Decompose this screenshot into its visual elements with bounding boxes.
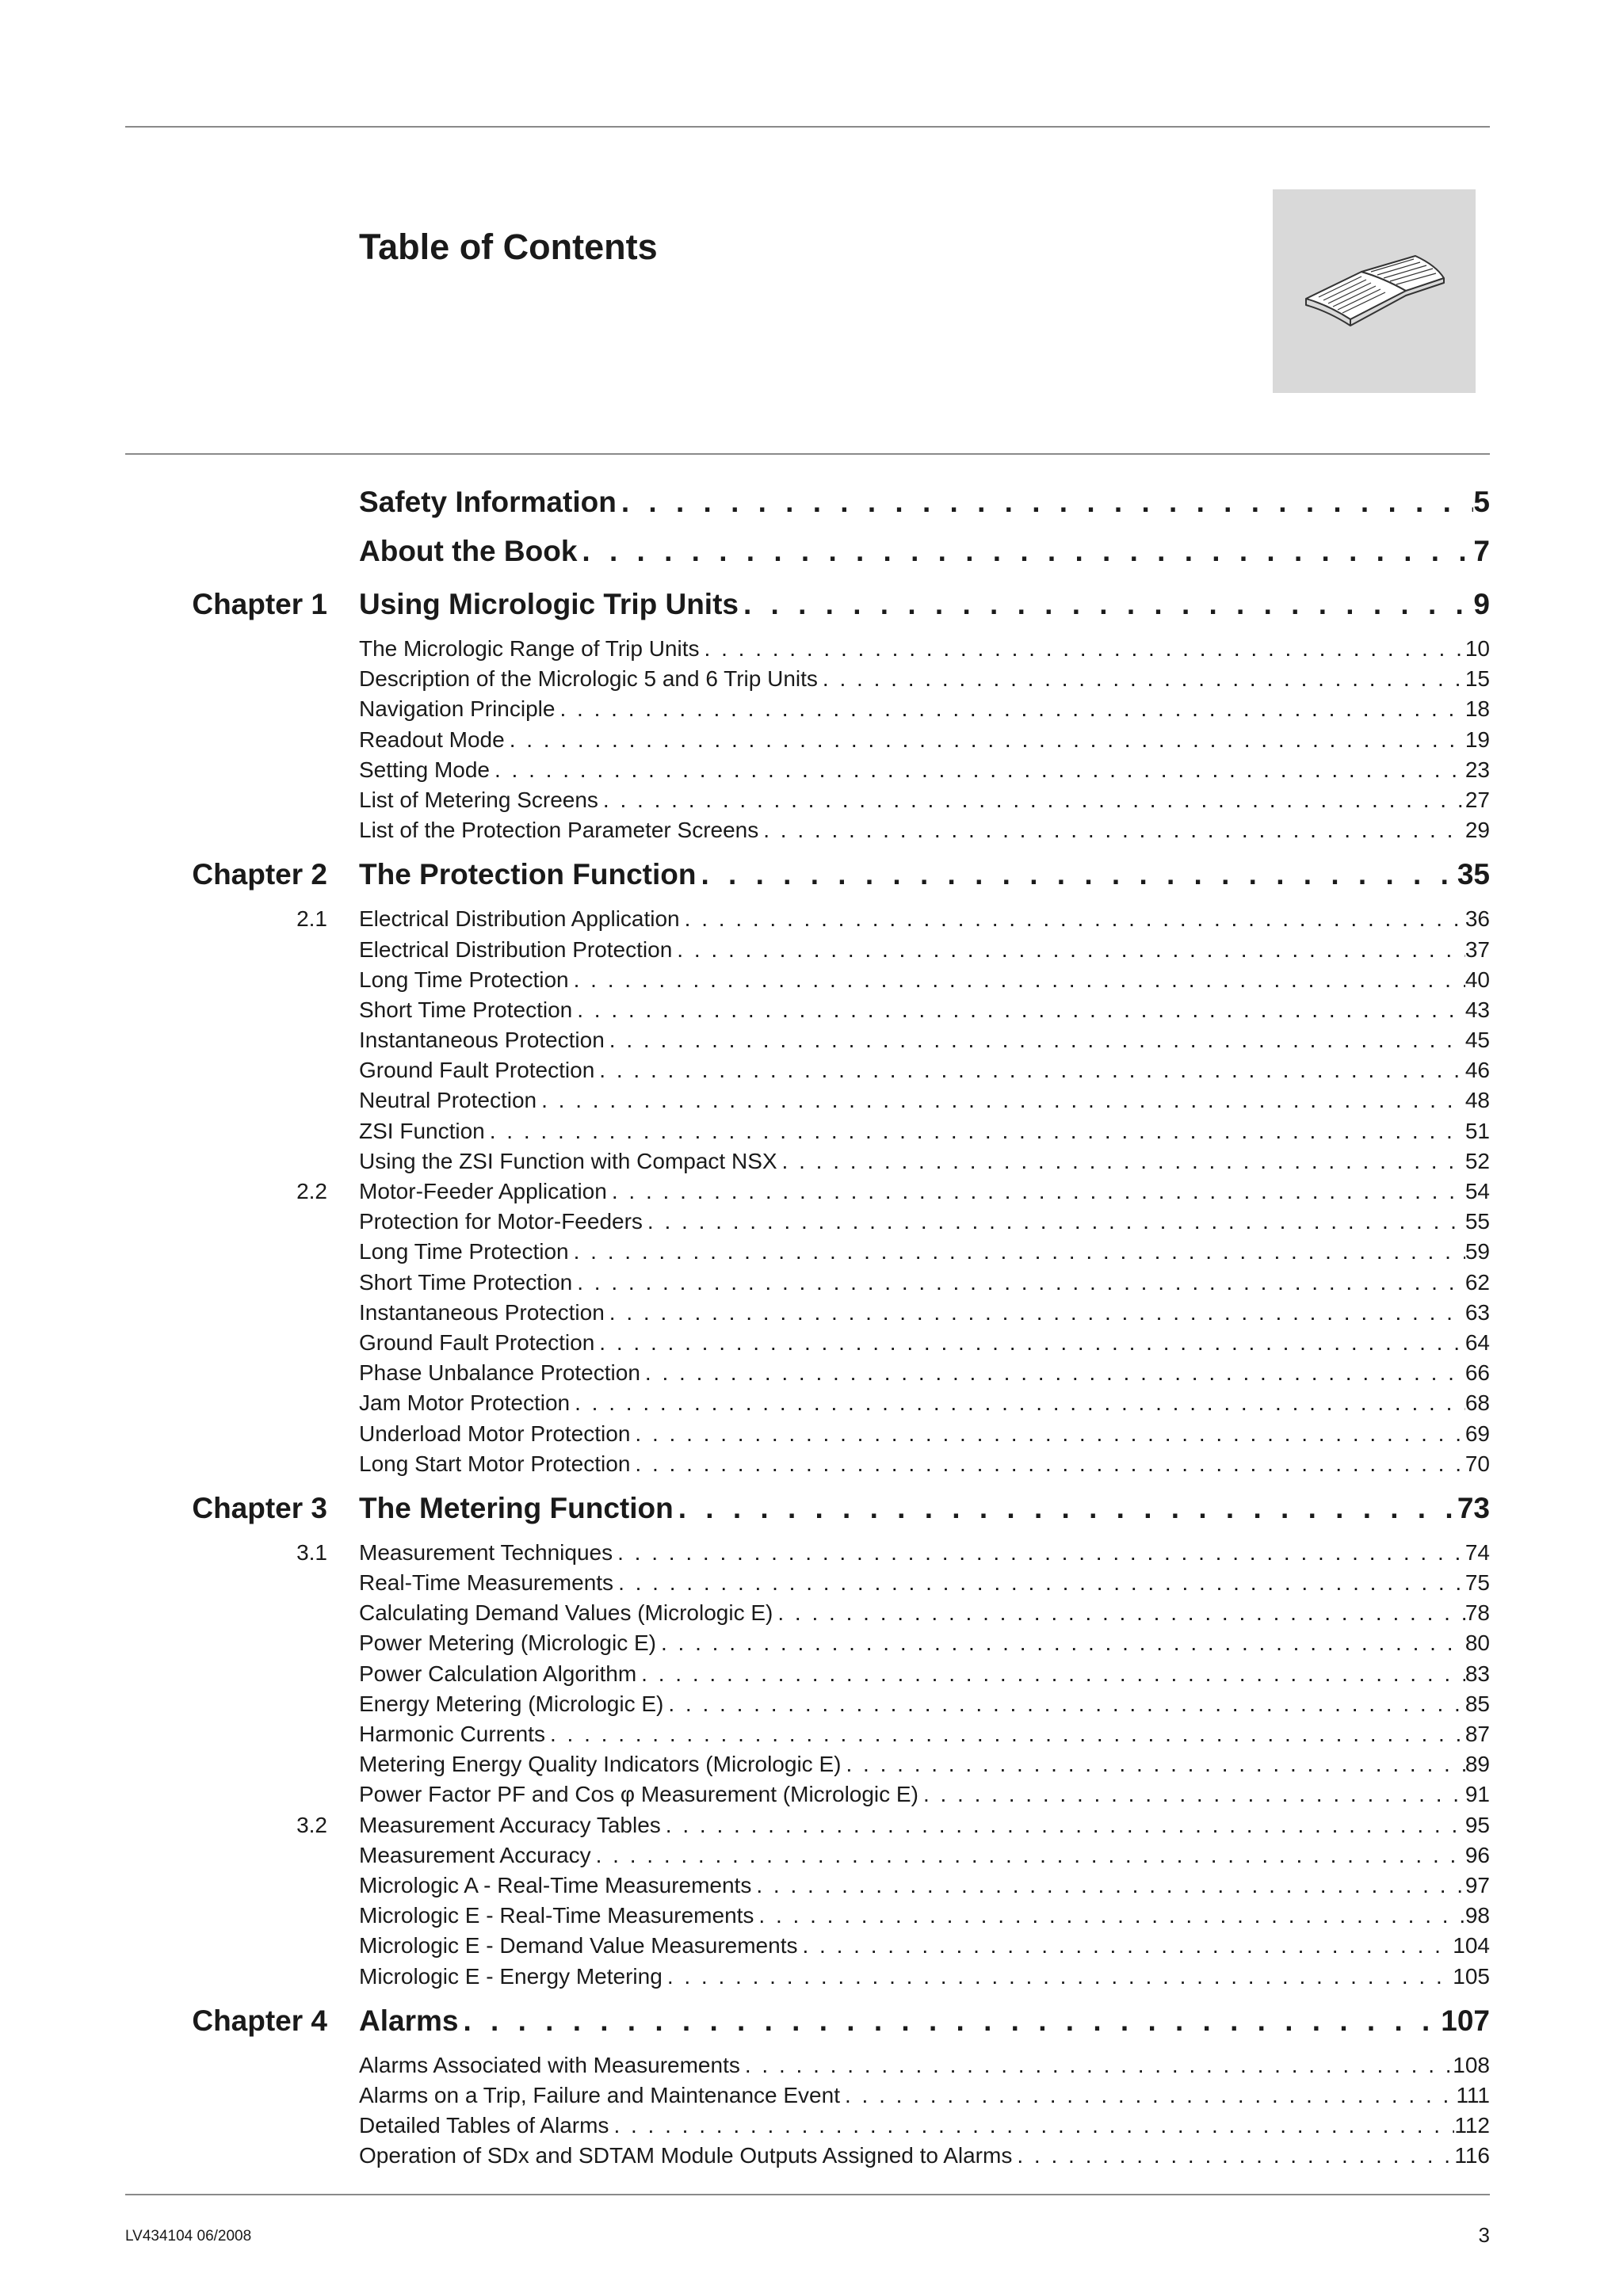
toc-entry-row[interactable]	[0, 1570, 1623, 1600]
toc-entry-link[interactable]	[359, 937, 1490, 963]
toc-entry-row[interactable]	[0, 2053, 1623, 2083]
toc-entry-row[interactable]	[0, 1451, 1623, 1482]
section-number: 2.1	[296, 906, 327, 932]
entry-title: Measurement Techniques	[359, 1539, 613, 1565]
toc-entry-link[interactable]	[359, 1722, 1490, 1747]
dot-leader	[696, 858, 1457, 891]
toc-entry-link[interactable]	[359, 1843, 1490, 1868]
toc-entry-row[interactable]	[0, 818, 1623, 848]
entry-title: Energy Metering (Micrologic E)	[359, 1691, 664, 1716]
entry-title: Using the ZSI Function with Compact NSX	[359, 1148, 777, 1173]
page-ref: 78	[1465, 1600, 1490, 1626]
toc-entry-link[interactable]	[359, 1149, 1490, 1174]
chapter-label: Chapter 2	[192, 858, 327, 891]
open-book-icon	[1273, 189, 1476, 393]
entry-title: Motor-Feeder Application	[359, 1179, 607, 1203]
chapter-title: The Metering Function	[359, 1491, 674, 1524]
entry-title: ZSI Function	[359, 1118, 485, 1143]
page-ref: 15	[1465, 666, 1490, 692]
dot-leader	[570, 1390, 1465, 1416]
page-ref: 27	[1465, 787, 1490, 812]
page-ref: 97	[1465, 1872, 1490, 1897]
dot-leader	[643, 1209, 1465, 1234]
dot-leader	[458, 2004, 1441, 2038]
page-ref: 64	[1465, 1329, 1490, 1355]
toc-entry-row[interactable]	[0, 967, 1623, 997]
chapter-title: The Protection Function	[359, 858, 697, 891]
entry-title: Power Calculation Algorithm	[359, 1661, 637, 1686]
dot-leader	[740, 2053, 1453, 2078]
toc-entry-link[interactable]	[359, 2143, 1490, 2168]
entry-title: Navigation Principle	[359, 696, 556, 722]
toc-entry-link[interactable]	[359, 1360, 1490, 1386]
dot-leader	[818, 666, 1465, 692]
toc-entry-link[interactable]	[359, 1330, 1490, 1356]
page-ref: 19	[1465, 727, 1490, 752]
chapter-title: Alarms	[359, 2004, 459, 2037]
toc-entry-row[interactable]	[0, 1933, 1623, 1963]
dot-leader	[555, 696, 1465, 722]
toc-entry-link[interactable]	[359, 1421, 1490, 1447]
dot-leader	[545, 1722, 1465, 1747]
toc-chapter-row[interactable]	[0, 530, 1623, 583]
toc-entry-row[interactable]	[0, 1600, 1623, 1630]
entry-title: Long Time Protection	[359, 1239, 569, 1264]
toc-chapter-row[interactable]	[0, 1487, 1623, 1540]
page-ref: 54	[1465, 1179, 1490, 1203]
document-reference: LV434104 06/2008	[125, 2228, 252, 2245]
dot-leader	[663, 1964, 1453, 1989]
dot-leader	[661, 1813, 1465, 1838]
toc-list	[0, 481, 1623, 2173]
dot-leader	[663, 1691, 1465, 1717]
entry-title: Micrologic A - Real-Time Measurements	[359, 1872, 752, 1897]
toc-entry-link[interactable]	[359, 666, 1490, 692]
toc-entry-row[interactable]	[0, 2113, 1623, 2143]
dot-leader	[841, 1752, 1465, 1777]
dot-leader	[613, 1570, 1465, 1596]
toc-entry-link[interactable]	[359, 1630, 1490, 1656]
toc-entry-row[interactable]	[0, 1360, 1623, 1390]
page-ref: 52	[1465, 1148, 1490, 1173]
toc-entry-row[interactable]	[0, 1028, 1623, 1058]
toc-entry-link[interactable]	[359, 2004, 1490, 2038]
toc-entry-link[interactable]	[359, 1600, 1490, 1626]
toc-entry-link[interactable]	[359, 1390, 1490, 1416]
entry-title: Measurement Accuracy	[359, 1842, 591, 1867]
page-ref: 69	[1465, 1421, 1490, 1446]
entry-title: Real-Time Measurements	[359, 1570, 614, 1596]
toc-entry-row[interactable]	[0, 727, 1623, 757]
toc-entry-link[interactable]	[359, 858, 1490, 891]
entry-title: Description of the Micrologic 5 and 6 Trip Units	[359, 666, 818, 692]
page-ref: 66	[1465, 1360, 1490, 1386]
toc-entry-link[interactable]	[359, 1209, 1490, 1234]
page-ref: 45	[1465, 1028, 1490, 1053]
page-ref: 7	[1473, 535, 1490, 567]
toc-entry-row[interactable]	[0, 2083, 1623, 2113]
top-rule	[125, 126, 1490, 128]
page-ref: 108	[1453, 2052, 1490, 2077]
dot-leader	[751, 1873, 1465, 1898]
entry-title: Underload Motor Protection	[359, 1421, 631, 1446]
dot-leader	[485, 1119, 1465, 1144]
dot-leader	[591, 1843, 1465, 1868]
toc-entry-link[interactable]	[359, 1451, 1490, 1477]
entry-title: Harmonic Currents	[359, 1722, 545, 1746]
toc-entry-row[interactable]	[0, 2143, 1623, 2173]
page-ref: 80	[1465, 1630, 1490, 1656]
toc-entry-row[interactable]	[0, 1722, 1623, 1752]
entry-title: Short Time Protection	[359, 1269, 573, 1295]
chapter-title: About the Book	[359, 535, 578, 567]
toc-entry-row[interactable]	[0, 1390, 1623, 1421]
entry-title: Metering Energy Quality Indicators (Micrologic E)	[359, 1752, 842, 1777]
chapter-label: Chapter 1	[192, 588, 327, 620]
toc-entry-row[interactable]	[0, 696, 1623, 727]
page-ref: 89	[1465, 1752, 1490, 1777]
dot-leader	[490, 757, 1465, 783]
entry-title: Ground Fault Protection	[359, 1329, 595, 1355]
toc-entry-row[interactable]	[0, 1540, 1623, 1570]
dot-leader	[577, 535, 1473, 568]
page-ref: 23	[1465, 757, 1490, 782]
dot-leader	[617, 486, 1474, 519]
toc-entry-row[interactable]	[0, 906, 1623, 936]
page-title: Table of Contents	[359, 227, 658, 267]
toc-entry-row[interactable]	[0, 1421, 1623, 1451]
toc-entry-link[interactable]	[359, 636, 1490, 662]
toc-entry-link[interactable]	[359, 696, 1490, 722]
dot-leader	[609, 2113, 1454, 2138]
page-number: 3	[1478, 2223, 1490, 2247]
page-ref: 116	[1454, 2143, 1490, 2168]
toc-entry-link[interactable]	[359, 818, 1490, 843]
toc-entry-row[interactable]	[0, 1119, 1623, 1149]
toc-entry-row[interactable]	[0, 1630, 1623, 1661]
page-ref: 37	[1465, 936, 1490, 962]
entry-title: Power Factor PF and Cos φ Measurement (Micrologic E)	[359, 1782, 918, 1807]
toc-entry-link[interactable]	[359, 1782, 1490, 1807]
page-ref: 68	[1465, 1390, 1490, 1416]
toc-entry-link[interactable]	[359, 1903, 1490, 1928]
section-number: 2.2	[296, 1179, 327, 1203]
entry-title: Long Start Motor Protection	[359, 1451, 631, 1476]
entry-title: Short Time Protection	[359, 997, 573, 1022]
page-ref: 35	[1457, 858, 1490, 891]
toc-entry-link[interactable]	[359, 1058, 1490, 1083]
page-ref: 111	[1456, 2082, 1490, 2107]
dot-leader	[918, 1782, 1465, 1807]
page-ref: 112	[1454, 2113, 1490, 2138]
dot-leader	[572, 1270, 1465, 1295]
page-ref: 51	[1465, 1118, 1490, 1143]
section-number: 3.2	[296, 1812, 327, 1837]
toc-entry-link[interactable]	[359, 1873, 1490, 1898]
dot-leader	[537, 1088, 1465, 1113]
toc-entry-link[interactable]	[359, 967, 1490, 993]
chapter-label: Chapter 4	[192, 2004, 327, 2037]
toc-entry-link[interactable]	[359, 1088, 1490, 1113]
dot-leader	[672, 937, 1465, 963]
toc-entry-row[interactable]	[0, 1903, 1623, 1933]
page-ref: 70	[1465, 1451, 1490, 1476]
toc-entry-link[interactable]	[359, 1813, 1490, 1838]
entry-title: Micrologic E - Real-Time Measurements	[359, 1903, 754, 1928]
toc-entry-row[interactable]	[0, 1149, 1623, 1179]
page-ref: 63	[1465, 1299, 1490, 1325]
page-ref: 104	[1453, 1933, 1490, 1958]
toc-entry-row[interactable]	[0, 1964, 1623, 1994]
toc-entry-link[interactable]	[359, 906, 1490, 932]
dot-leader	[758, 818, 1465, 843]
entry-title: Ground Fault Protection	[359, 1058, 595, 1083]
dot-leader	[773, 1600, 1465, 1626]
toc-entry-link[interactable]	[359, 1933, 1490, 1958]
dot-leader	[680, 906, 1465, 932]
section-rule	[125, 453, 1490, 455]
page-ref: 87	[1465, 1722, 1490, 1746]
entry-title: Detailed Tables of Alarms	[359, 2113, 609, 2138]
toc-entry-row[interactable]	[0, 1873, 1623, 1903]
toc-chapter-row[interactable]	[0, 481, 1623, 530]
entry-title: Electrical Distribution Protection	[359, 936, 673, 962]
section-number: 3.1	[296, 1539, 327, 1565]
toc-entry-row[interactable]	[0, 788, 1623, 818]
toc-entry-row[interactable]	[0, 1300, 1623, 1330]
dot-leader	[739, 588, 1473, 621]
dot-leader	[569, 1239, 1465, 1264]
page-ref: 75	[1465, 1570, 1490, 1596]
toc-entry-link[interactable]	[359, 1270, 1490, 1295]
toc-entry-row[interactable]	[0, 1209, 1623, 1239]
toc-entry-link[interactable]	[359, 1179, 1490, 1204]
dot-leader	[797, 1933, 1453, 1958]
entry-title: Readout Mode	[359, 727, 505, 752]
toc-entry-row[interactable]	[0, 1270, 1623, 1300]
dot-leader	[777, 1149, 1465, 1174]
toc-entry-link[interactable]	[359, 2083, 1490, 2108]
toc-entry-link[interactable]	[359, 1661, 1490, 1687]
page-ref: 9	[1473, 588, 1490, 620]
toc-entry-link[interactable]	[359, 2113, 1490, 2138]
dot-leader	[700, 636, 1465, 662]
dot-leader	[674, 1492, 1457, 1525]
page-ref: 96	[1465, 1842, 1490, 1867]
page-ref: 62	[1465, 1269, 1490, 1295]
entry-title: Operation of SDx and SDTAM Module Outputs Assigned to Alarms	[359, 2143, 1013, 2168]
dot-leader	[605, 1028, 1465, 1053]
toc-entry-link[interactable]	[359, 1570, 1490, 1596]
entry-title: Phase Unbalance Protection	[359, 1360, 640, 1386]
dot-leader	[640, 1360, 1465, 1386]
dot-leader	[569, 967, 1465, 993]
page-ref: 105	[1453, 1963, 1490, 1989]
toc-entry-link[interactable]	[359, 1300, 1490, 1325]
toc-gap	[0, 848, 1623, 853]
entry-title: Instantaneous Protection	[359, 1028, 605, 1053]
page-ref: 40	[1465, 967, 1490, 992]
toc-entry-row[interactable]	[0, 937, 1623, 967]
dot-leader	[840, 2083, 1456, 2108]
page-ref: 83	[1465, 1661, 1490, 1686]
toc-entry-row[interactable]	[0, 1088, 1623, 1118]
dot-leader	[1012, 2143, 1454, 2168]
toc-entry-link[interactable]	[359, 727, 1490, 753]
dot-leader	[613, 1540, 1465, 1566]
toc-entry-row[interactable]	[0, 1691, 1623, 1722]
dot-leader	[754, 1903, 1465, 1928]
toc-chapter-row[interactable]	[0, 583, 1623, 636]
dot-leader	[636, 1661, 1465, 1687]
entry-title: Long Time Protection	[359, 967, 569, 992]
page-ref: 91	[1465, 1782, 1490, 1807]
page-ref: 95	[1465, 1812, 1490, 1837]
page-ref: 73	[1457, 1491, 1490, 1524]
page-ref: 59	[1465, 1239, 1490, 1264]
toc-entry-link[interactable]	[359, 757, 1490, 783]
toc-entry-link[interactable]	[359, 535, 1490, 568]
dot-leader	[605, 1300, 1465, 1325]
page-ref: 98	[1465, 1903, 1490, 1928]
toc-entry-row[interactable]	[0, 1179, 1623, 1209]
toc-entry-row[interactable]	[0, 1813, 1623, 1843]
page-ref: 18	[1465, 696, 1490, 722]
entry-title: Power Metering (Micrologic E)	[359, 1630, 656, 1656]
toc-entry-link[interactable]	[359, 1239, 1490, 1264]
chapter-label: Chapter 3	[192, 1491, 327, 1524]
page-ref: 55	[1465, 1209, 1490, 1234]
toc-entry-row[interactable]	[0, 1782, 1623, 1812]
page-ref: 10	[1465, 636, 1490, 661]
toc-entry-row[interactable]	[0, 757, 1623, 788]
entry-title: Protection for Motor-Feeders	[359, 1209, 643, 1234]
toc-entry-link[interactable]	[359, 1540, 1490, 1566]
book-icon-panel	[1273, 189, 1476, 393]
entry-title: Calculating Demand Values (Micrologic E)	[359, 1600, 773, 1626]
toc-entry-link[interactable]	[359, 1691, 1490, 1717]
toc-entry-row[interactable]	[0, 997, 1623, 1028]
dot-leader	[630, 1421, 1465, 1447]
page-ref: 5	[1473, 486, 1490, 518]
toc-entry-link[interactable]	[359, 997, 1490, 1023]
entry-title: Neutral Protection	[359, 1088, 537, 1113]
toc-entry-link[interactable]	[359, 1028, 1490, 1053]
toc-gap	[0, 1994, 1623, 2000]
entry-title: Alarms Associated with Measurements	[359, 2052, 740, 2077]
toc-entry-row[interactable]	[0, 1843, 1623, 1873]
entry-title: The Micrologic Range of Trip Units	[359, 636, 700, 661]
dot-leader	[656, 1630, 1465, 1656]
dot-leader	[607, 1179, 1465, 1204]
dot-leader	[505, 727, 1465, 753]
dot-leader	[594, 1058, 1465, 1083]
chapter-title: Using Micrologic Trip Units	[359, 588, 739, 620]
page-ref: 36	[1465, 906, 1490, 932]
entry-title: Setting Mode	[359, 757, 490, 782]
dot-leader	[598, 788, 1465, 813]
toc-entry-link[interactable]	[359, 1119, 1490, 1144]
toc-entry-row[interactable]	[0, 1661, 1623, 1691]
chapter-title: Safety Information	[359, 486, 617, 518]
toc-entry-row[interactable]	[0, 1752, 1623, 1782]
dot-leader	[630, 1451, 1465, 1477]
entry-title: Electrical Distribution Application	[359, 906, 680, 932]
toc-entry-row[interactable]	[0, 1239, 1623, 1269]
entry-title: Measurement Accuracy Tables	[359, 1812, 661, 1837]
entry-title: Jam Motor Protection	[359, 1390, 571, 1416]
page-ref: 48	[1465, 1088, 1490, 1113]
page-ref: 74	[1465, 1539, 1490, 1565]
toc-chapter-row[interactable]	[0, 853, 1623, 906]
toc-entry-row[interactable]	[0, 636, 1623, 666]
entry-title: Alarms on a Trip, Failure and Maintenance Event	[359, 2082, 840, 2107]
toc-chapter-row[interactable]	[0, 2000, 1623, 2053]
entry-title: Micrologic E - Energy Metering	[359, 1963, 663, 1989]
page-ref: 29	[1465, 818, 1490, 843]
page-ref: 43	[1465, 997, 1490, 1022]
toc-entry-row[interactable]	[0, 666, 1623, 696]
toc-entry-link[interactable]	[359, 1964, 1490, 1989]
footer-rule	[125, 2194, 1490, 2195]
toc-entry-link[interactable]	[359, 1752, 1490, 1777]
toc-gap	[0, 1482, 1623, 1487]
dot-leader	[572, 997, 1465, 1023]
dot-leader	[594, 1330, 1465, 1356]
page-ref: 46	[1465, 1058, 1490, 1083]
toc-entry-row[interactable]	[0, 1058, 1623, 1088]
entry-title: Instantaneous Protection	[359, 1299, 605, 1325]
entry-title: List of the Protection Parameter Screens	[359, 818, 759, 843]
entry-title: List of Metering Screens	[359, 787, 598, 812]
toc-entry-link[interactable]	[359, 486, 1490, 519]
toc-entry-link[interactable]	[359, 2053, 1490, 2078]
entry-title: Micrologic E - Demand Value Measurements	[359, 1933, 798, 1958]
page-ref: 107	[1441, 2004, 1490, 2037]
page-ref: 85	[1465, 1691, 1490, 1716]
toc-entry-link[interactable]	[359, 588, 1490, 621]
toc-entry-row[interactable]	[0, 1330, 1623, 1360]
toc-entry-link[interactable]	[359, 788, 1490, 813]
toc-entry-link[interactable]	[359, 1492, 1490, 1525]
